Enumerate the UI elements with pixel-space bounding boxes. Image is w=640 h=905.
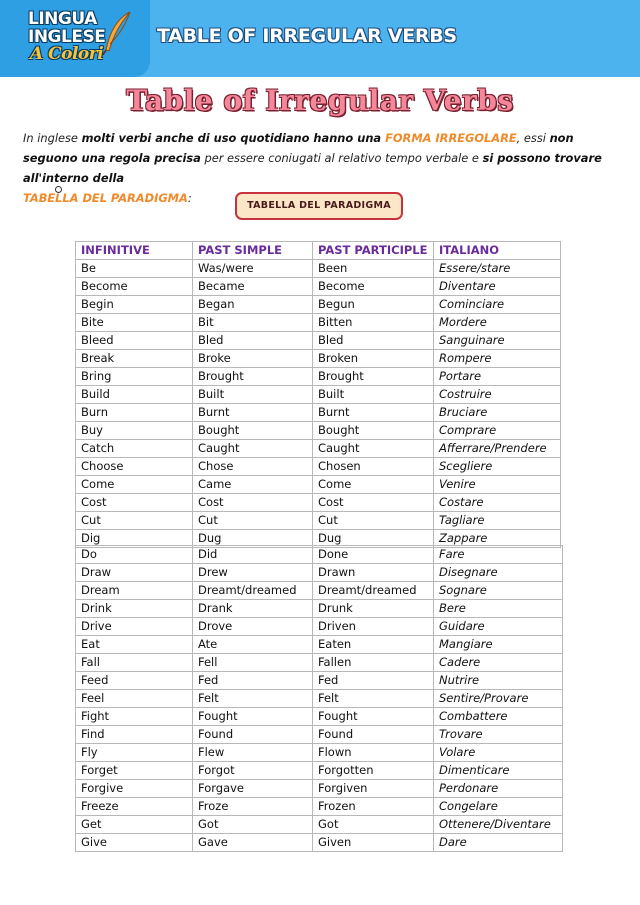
cell-infinitive: Dream [76, 582, 193, 600]
cell-past-participle: Dreamt/dreamed [313, 582, 434, 600]
cell-past-participle: Given [313, 834, 434, 852]
cell-infinitive: Fight [76, 708, 193, 726]
cell-past-participle: Brought [313, 368, 434, 386]
cell-past-simple: Bled [193, 332, 313, 350]
cell-infinitive: Do [76, 546, 193, 564]
cell-past-participle: Bought [313, 422, 434, 440]
cell-italiano: Diventare [434, 278, 561, 296]
cell-italiano: Guidare [434, 618, 563, 636]
cell-italiano: Comprare [434, 422, 561, 440]
cell-past-simple: Froze [193, 798, 313, 816]
cell-italiano: Costare [434, 494, 561, 512]
cell-infinitive: Be [76, 260, 193, 278]
cell-infinitive: Begin [76, 296, 193, 314]
cell-italiano: Sanguinare [434, 332, 561, 350]
intro-text-1: In inglese [23, 131, 82, 145]
cell-past-simple: Dug [193, 530, 313, 548]
cell-infinitive: Come [76, 476, 193, 494]
table-row [76, 582, 563, 600]
cell-past-simple: Burnt [193, 404, 313, 422]
cell-past-participle: Forgotten [313, 762, 434, 780]
page-title: Table of Irregular Verbs [126, 84, 514, 117]
cell-italiano: Fare [434, 546, 563, 564]
column-header-past-simple: PAST SIMPLE [193, 242, 313, 260]
table-row [76, 332, 561, 350]
cell-italiano: Bere [434, 600, 563, 618]
cell-past-simple: Came [193, 476, 313, 494]
cell-past-participle: Got [313, 816, 434, 834]
cell-past-participle: Bitten [313, 314, 434, 332]
cell-past-simple: Forgave [193, 780, 313, 798]
feather-icon [100, 10, 134, 56]
table-row [76, 278, 561, 296]
table-row [76, 780, 563, 798]
table-row [76, 636, 563, 654]
cell-past-participle: Begun [313, 296, 434, 314]
cell-past-simple: Brought [193, 368, 313, 386]
intro-highlight-2: TABELLA DEL PARADIGMA [23, 191, 188, 205]
cell-past-participle: Forgiven [313, 780, 434, 798]
table-row [76, 494, 561, 512]
banner-title: TABLE OF IRREGULAR VERBS [157, 25, 457, 47]
cell-past-participle: Built [313, 386, 434, 404]
cell-past-simple: Began [193, 296, 313, 314]
cell-italiano: Bruciare [434, 404, 561, 422]
cell-italiano: Mangiare [434, 636, 563, 654]
cell-infinitive: Get [76, 816, 193, 834]
cell-infinitive: Cut [76, 512, 193, 530]
cell-past-participle: Come [313, 476, 434, 494]
cell-past-participle: Chosen [313, 458, 434, 476]
cell-infinitive: Fall [76, 654, 193, 672]
table-row [76, 816, 563, 834]
cell-infinitive: Eat [76, 636, 193, 654]
table-row [76, 440, 561, 458]
cell-past-participle: Fought [313, 708, 434, 726]
cell-past-participle: Drawn [313, 564, 434, 582]
intro-bold-1: molti verbi anche di uso quotidiano hanno una [81, 131, 386, 145]
cell-past-participle: Eaten [313, 636, 434, 654]
table-row [76, 368, 561, 386]
table-row [76, 314, 561, 332]
table-row [76, 350, 561, 368]
cell-past-participle: Cut [313, 512, 434, 530]
cell-infinitive: Become [76, 278, 193, 296]
cell-italiano: Congelare [434, 798, 563, 816]
table-row [76, 618, 563, 636]
cell-infinitive: Cost [76, 494, 193, 512]
cell-italiano: Scegliere [434, 458, 561, 476]
cell-past-simple: Ate [193, 636, 313, 654]
table-row [76, 600, 563, 618]
table-row [76, 546, 563, 564]
cell-past-simple: Cost [193, 494, 313, 512]
table-row [76, 458, 561, 476]
cell-past-simple: Found [193, 726, 313, 744]
cell-infinitive: Forget [76, 762, 193, 780]
intro-text-3: per essere coniugati al relativo tempo verbale e [200, 151, 483, 165]
table-row [76, 726, 563, 744]
table-row [76, 260, 561, 278]
cell-infinitive: Forgive [76, 780, 193, 798]
cell-infinitive: Fly [76, 744, 193, 762]
table-row [76, 476, 561, 494]
cell-italiano: Dare [434, 834, 563, 852]
cell-infinitive: Feel [76, 690, 193, 708]
intro-text-2: , essi [516, 131, 550, 145]
cell-past-simple: Bought [193, 422, 313, 440]
cell-italiano: Nutrire [434, 672, 563, 690]
cell-italiano: Ottenere/Diventare [434, 816, 563, 834]
verbs-table-part-2 [75, 545, 563, 852]
table-row [76, 564, 563, 582]
cell-infinitive: Buy [76, 422, 193, 440]
cell-past-participle: Found [313, 726, 434, 744]
verbs-table-part-1 [75, 241, 561, 548]
cell-past-participle: Bled [313, 332, 434, 350]
cell-italiano: Portare [434, 368, 561, 386]
header-banner [0, 0, 640, 77]
cell-italiano: Tagliare [434, 512, 561, 530]
cell-past-simple: Caught [193, 440, 313, 458]
cell-italiano: Perdonare [434, 780, 563, 798]
cell-past-simple: Drew [193, 564, 313, 582]
table-row [76, 672, 563, 690]
cell-past-participle: Burnt [313, 404, 434, 422]
table-row [76, 798, 563, 816]
cell-past-participle: Cost [313, 494, 434, 512]
column-header-past-participle: PAST PARTICIPLE [313, 242, 434, 260]
table-row [76, 386, 561, 404]
table-row [76, 512, 561, 530]
cell-infinitive: Burn [76, 404, 193, 422]
cell-infinitive: Drink [76, 600, 193, 618]
cell-infinitive: Draw [76, 564, 193, 582]
cell-italiano: Venire [434, 476, 561, 494]
cell-past-participle: Drunk [313, 600, 434, 618]
cell-past-simple: Bit [193, 314, 313, 332]
cell-italiano: Zappare [434, 530, 561, 548]
cell-past-simple: Gave [193, 834, 313, 852]
table-row [76, 296, 561, 314]
cell-past-participle: Flown [313, 744, 434, 762]
cell-past-simple: Became [193, 278, 313, 296]
cell-infinitive: Bring [76, 368, 193, 386]
cell-past-participle: Dug [313, 530, 434, 548]
cell-infinitive: Find [76, 726, 193, 744]
cell-past-participle: Fed [313, 672, 434, 690]
cell-infinitive: Dig [76, 530, 193, 548]
intro-bold-3: si possono trovare all'interno della [23, 151, 602, 185]
cell-italiano: Essere/stare [434, 260, 561, 278]
cell-italiano: Cadere [434, 654, 563, 672]
cell-past-simple: Cut [193, 512, 313, 530]
cell-past-simple: Fought [193, 708, 313, 726]
logo [0, 0, 150, 77]
cell-infinitive: Feed [76, 672, 193, 690]
cell-italiano: Rompere [434, 350, 561, 368]
cell-past-simple: Was/were [193, 260, 313, 278]
cell-infinitive: Freeze [76, 798, 193, 816]
cell-italiano: Costruire [434, 386, 561, 404]
table-row [76, 834, 563, 852]
cell-past-participle: Broken [313, 350, 434, 368]
cell-italiano: Cominciare [434, 296, 561, 314]
cell-past-simple: Built [193, 386, 313, 404]
cell-italiano: Afferrare/Prendere [434, 440, 561, 458]
cell-past-participle: Frozen [313, 798, 434, 816]
cell-past-simple: Broke [193, 350, 313, 368]
cell-past-simple: Drank [193, 600, 313, 618]
table-row [76, 404, 561, 422]
cell-past-simple: Felt [193, 690, 313, 708]
table-row [76, 422, 561, 440]
cell-infinitive: Catch [76, 440, 193, 458]
cell-past-simple: Did [193, 546, 313, 564]
table-row [76, 762, 563, 780]
cell-infinitive: Bleed [76, 332, 193, 350]
intro-text-4: : [187, 191, 192, 205]
table-row [76, 708, 563, 726]
cell-italiano: Sentire/Provare [434, 690, 563, 708]
cell-past-simple: Flew [193, 744, 313, 762]
table-row [76, 690, 563, 708]
logo-line-3: A Colori [30, 44, 104, 64]
cell-infinitive: Drive [76, 618, 193, 636]
cell-italiano: Disegnare [434, 564, 563, 582]
cell-past-simple: Drove [193, 618, 313, 636]
cell-past-simple: Fell [193, 654, 313, 672]
cell-italiano: Sognare [434, 582, 563, 600]
table-row [76, 744, 563, 762]
cell-italiano: Combattere [434, 708, 563, 726]
bullet-marker [55, 186, 62, 193]
cell-italiano: Mordere [434, 314, 561, 332]
cell-past-participle: Felt [313, 690, 434, 708]
paradigm-label: TABELLA DEL PARADIGMA [235, 192, 403, 220]
cell-infinitive: Choose [76, 458, 193, 476]
cell-past-participle: Driven [313, 618, 434, 636]
cell-infinitive: Break [76, 350, 193, 368]
intro-bold-2: non seguono una regola precisa [23, 131, 574, 165]
column-header-infinitive: INFINITIVE [76, 242, 193, 260]
cell-infinitive: Give [76, 834, 193, 852]
cell-past-simple: Dreamt/dreamed [193, 582, 313, 600]
cell-past-simple: Got [193, 816, 313, 834]
table-row [76, 654, 563, 672]
logo-line-1: LINGUA [28, 9, 97, 29]
column-header-italiano: ITALIANO [434, 242, 561, 260]
cell-italiano: Trovare [434, 726, 563, 744]
cell-italiano: Dimenticare [434, 762, 563, 780]
cell-infinitive: Bite [76, 314, 193, 332]
cell-past-participle: Fallen [313, 654, 434, 672]
cell-past-participle: Become [313, 278, 434, 296]
logo-line-2: INGLESE [28, 27, 106, 47]
intro-highlight-1: FORMA IRREGOLARE [385, 131, 517, 145]
cell-past-participle: Been [313, 260, 434, 278]
cell-past-simple: Fed [193, 672, 313, 690]
cell-past-participle: Done [313, 546, 434, 564]
table-header-row [76, 242, 561, 260]
cell-past-simple: Forgot [193, 762, 313, 780]
cell-italiano: Volare [434, 744, 563, 762]
cell-past-participle: Caught [313, 440, 434, 458]
cell-past-simple: Chose [193, 458, 313, 476]
cell-infinitive: Build [76, 386, 193, 404]
